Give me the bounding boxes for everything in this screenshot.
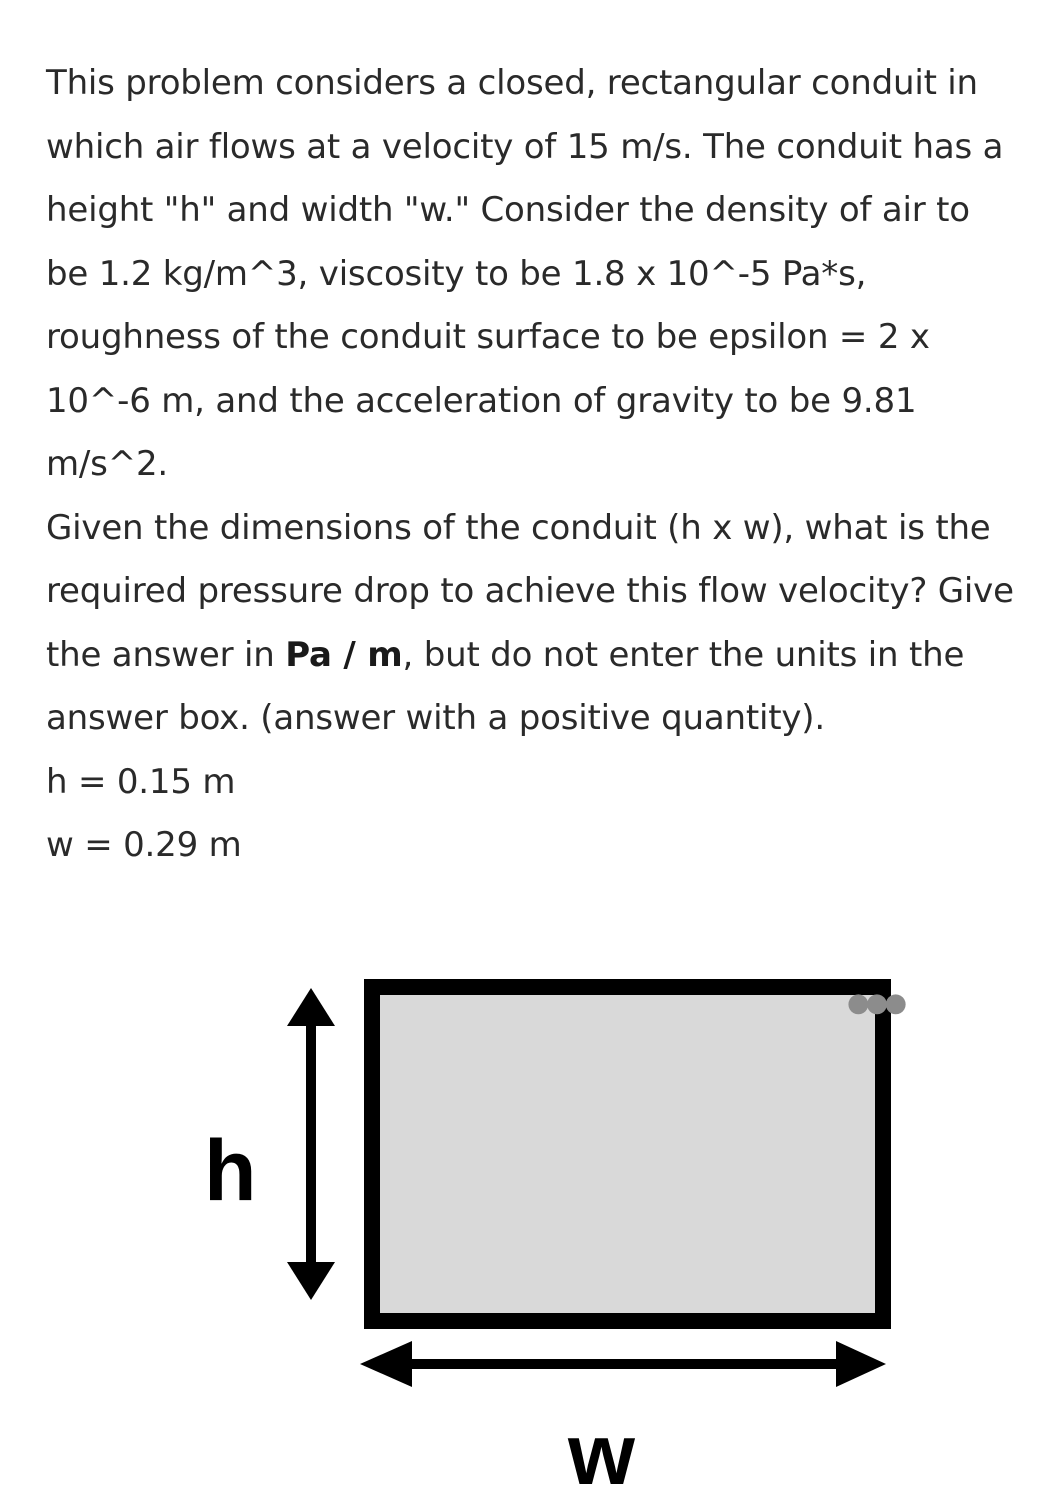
units-emphasis: Pa / m <box>285 634 403 675</box>
prompt-text-start: Given the dimensions of the conduit (h x w), what is the required pressure drop to achieve this flow velocity? Give the answer in <box>46 507 1014 675</box>
width-value: w = 0.29 m <box>46 825 242 865</box>
question-text <box>46 52 1021 878</box>
conduit-diagram <box>180 960 940 1510</box>
height-arrowhead-up <box>287 988 335 1026</box>
conduit-cross-section <box>372 987 883 1321</box>
prompt-text-end: , but do not enter the units in the answer box. (answer with a positive quantity). <box>46 634 965 738</box>
height-label: h <box>204 1123 257 1219</box>
problem-statement: This problem considers a closed, rectangular conduit in which air flows at a velocity of 15 m/s. The conduit has a height "h" and width "w." Consider the density of air to be 1.2 kg/m^3, viscosity to be 1.8 x 10^-5 Pa*s, roughness of the conduit surface to be epsilon = 2 x 10^-6 m, and the acceleration of gravity to be 9.81 m/s^2. <box>46 63 1004 484</box>
height-arrowhead-down <box>287 1262 335 1300</box>
more-dots-icon[interactable]: ●●● <box>847 988 904 1018</box>
width-arrowhead-right <box>836 1341 886 1387</box>
conduit-figure <box>180 960 940 1510</box>
width-label: w <box>568 1407 635 1503</box>
question-prompt <box>46 497 1021 751</box>
height-value: h = 0.15 m <box>46 761 236 802</box>
width-arrowhead-left <box>360 1341 412 1387</box>
